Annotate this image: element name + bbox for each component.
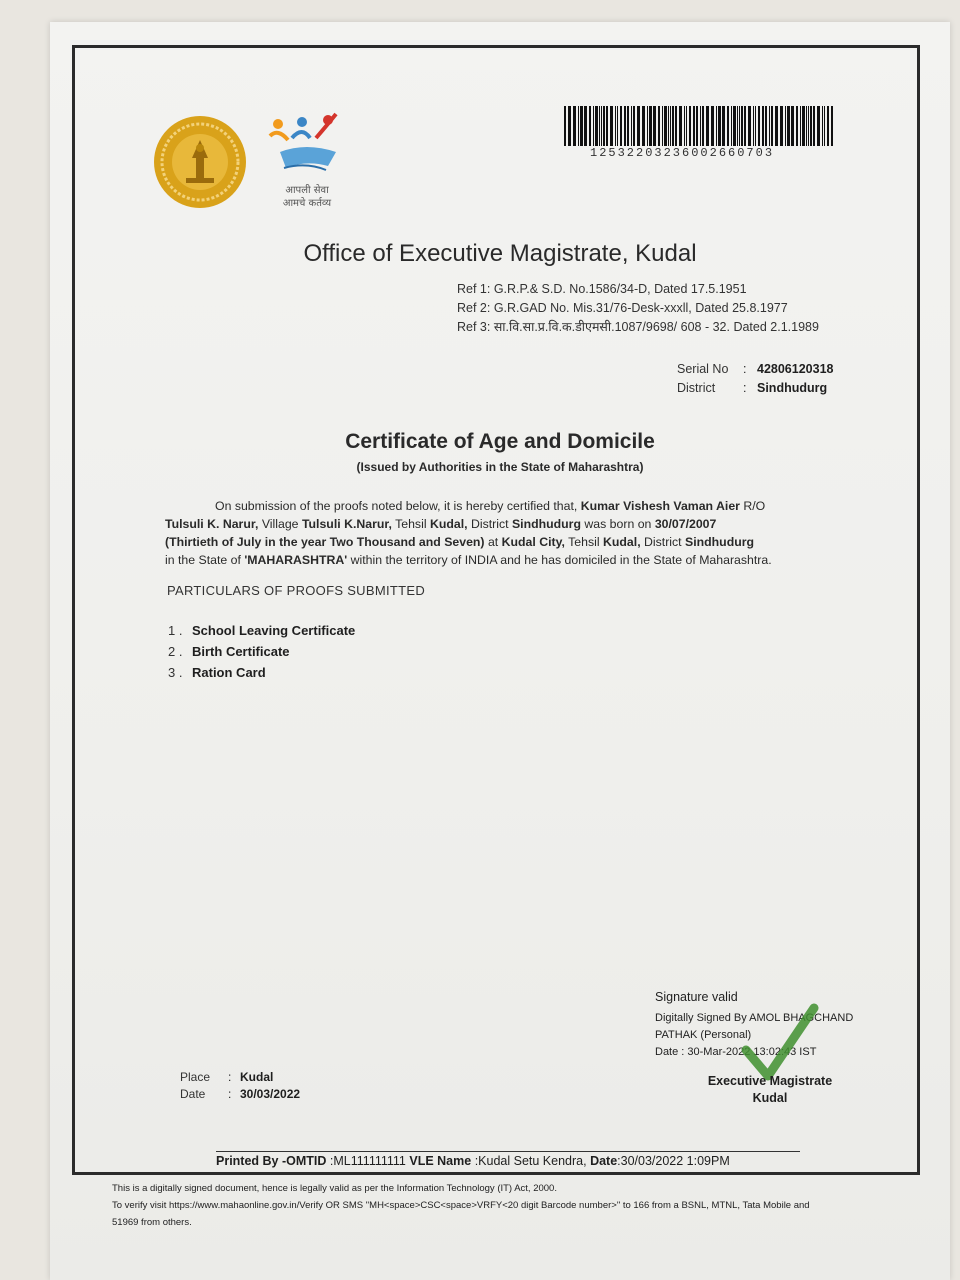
barcode-bar xyxy=(662,106,663,146)
barcode-bar xyxy=(595,106,598,146)
barcode-bar xyxy=(679,106,682,146)
barcode-bar xyxy=(758,106,760,146)
barcode-bar xyxy=(787,106,790,146)
date-of-birth: 30/07/2007 xyxy=(654,517,717,531)
barcode-bar xyxy=(580,106,583,146)
barcode-bar xyxy=(775,106,778,146)
barcode-bar xyxy=(737,106,738,146)
serial-label: Serial No xyxy=(677,362,729,376)
barcode-bar xyxy=(806,106,807,146)
place-date-block: Place : Kudal Date : 30/03/2022 xyxy=(180,1070,301,1101)
district-label-2: District xyxy=(644,535,682,549)
barcode-bar xyxy=(741,106,743,146)
serial-value: 42806120318 xyxy=(757,362,834,376)
barcode-bar xyxy=(796,106,798,146)
date-of-birth-words: (Thirtieth of July in the year Two Thousand and Seven) xyxy=(165,535,485,549)
barcode-bar xyxy=(744,106,746,146)
barcode-bar xyxy=(617,106,618,146)
barcode-bar xyxy=(668,106,669,146)
applicant-name: Kumar Vishesh Vaman Aier xyxy=(580,499,740,513)
barcode-bar xyxy=(689,106,691,146)
applicant-address: Tulsuli K. Narur, xyxy=(165,517,259,531)
village-value: Tulsuli K.Narur, xyxy=(301,517,392,531)
certificate-title: Certificate of Age and Domicile xyxy=(345,430,655,453)
date-value: 30/03/2022 xyxy=(240,1087,301,1101)
barcode-bar xyxy=(727,106,729,146)
barcode-bar xyxy=(564,106,566,146)
barcode-bar xyxy=(593,106,594,146)
list-item xyxy=(168,620,355,641)
vle-value: :Kudal Setu Kendra, xyxy=(474,1154,587,1168)
barcode-bar xyxy=(693,106,695,146)
barcode-bar xyxy=(753,106,754,146)
district-value: Sindhudurg xyxy=(757,381,828,395)
barcode-bar xyxy=(817,106,820,146)
certificate-subtitle: (Issued by Authorities in the State of Maharashtra) xyxy=(356,460,644,474)
proof-text: School Leaving Certificate xyxy=(192,623,356,638)
designation-title: Executive Magistrate xyxy=(707,1074,833,1088)
barcode-bar xyxy=(769,106,770,146)
barcode-bar xyxy=(647,106,648,146)
barcode-bar xyxy=(702,106,704,146)
barcode-number: 12532203236002660703 xyxy=(590,146,775,160)
omtid-value: :ML111111111 xyxy=(329,1154,406,1168)
barcode-bar xyxy=(827,106,829,146)
aaple-sarkar-logo xyxy=(266,112,346,182)
barcode-bar xyxy=(813,106,815,146)
barcode-bar xyxy=(822,106,823,146)
barcode-bar xyxy=(802,106,805,146)
barcode-bar xyxy=(653,106,656,146)
barcode-bar xyxy=(791,106,794,146)
district-value-body: Sindhudurg xyxy=(511,517,581,531)
born-on-text: was born on xyxy=(584,517,652,531)
barcode-bar xyxy=(748,106,751,146)
barcode-bar xyxy=(675,106,677,146)
barcode-bar xyxy=(601,106,602,146)
printed-by-line xyxy=(216,1151,800,1168)
barcode-bar xyxy=(624,106,626,146)
footer-line-2: To verify visit https://www.mahaonline.gov.in/Verify OR SMS "MH<space>CSC<space>VRFY<20 digit Barcode number>" to 166 from a BSNL, MTNL, Tata Mobile and xyxy=(112,1200,810,1211)
vle-label: VLE Name xyxy=(409,1154,472,1168)
particulars-heading: PARTICULARS OF PROOFS SUBMITTED xyxy=(167,583,426,598)
barcode-bar xyxy=(706,106,709,146)
barcode-bar xyxy=(686,106,687,146)
reference-3: Ref 3: सा.वि.सा.प्र.वि.क.डीएमसी.1087/9698/ 608 - 32. Dated 2.1.1989 xyxy=(457,320,819,334)
barcode-bar xyxy=(722,106,725,146)
designation-location: Kudal xyxy=(752,1091,788,1105)
printed-date-value: :30/03/2022 1:09PM xyxy=(617,1154,730,1168)
signatory-designation xyxy=(690,1073,850,1107)
barcode-bar xyxy=(780,106,783,146)
barcode-bar xyxy=(684,106,685,146)
proof-number: 1 . xyxy=(168,623,183,638)
reference-1: Ref 1: G.R.P.& S.D. No.1586/34-D, Dated 17.5.1951 xyxy=(457,282,747,296)
list-item xyxy=(168,662,355,683)
barcode-bar xyxy=(642,106,645,146)
barcode-bar xyxy=(627,106,629,146)
barcode-bar xyxy=(606,106,608,146)
barcode-bar xyxy=(755,106,756,146)
barcode-bar xyxy=(739,106,740,146)
state-prefix: in the State of xyxy=(165,553,241,567)
barcode-bar xyxy=(631,106,632,146)
barcode-bar xyxy=(765,106,767,146)
signature-valid-text: Signature valid xyxy=(655,990,738,1004)
barcode-bar xyxy=(762,106,764,146)
body-intro: On submission of the proofs noted below, it is hereby certified that, xyxy=(215,499,578,513)
barcode-bar xyxy=(810,106,812,146)
office-title: Office of Executive Magistrate, Kudal xyxy=(303,240,697,267)
barcode-bar xyxy=(800,106,801,146)
barcode-bar xyxy=(568,106,571,146)
barcode-bar xyxy=(731,106,732,146)
barcode-bar xyxy=(610,106,613,146)
signed-by-line: Digitally Signed By AMOL BHAGCHAND xyxy=(655,1012,854,1024)
proof-text: Ration Card xyxy=(192,665,266,680)
barcode-bar xyxy=(672,106,674,146)
reference-2: Ref 2: G.R.GAD No. Mis.31/76-Desk-xxxll, Dated 25.8.1977 xyxy=(457,301,788,315)
barcode-bar xyxy=(649,106,652,146)
printed-prefix: Printed By -OMTID xyxy=(216,1154,327,1168)
barcode-bar xyxy=(620,106,622,146)
barcode-bar xyxy=(808,106,809,146)
footer-line-3: 51969 from others. xyxy=(112,1217,192,1228)
barcode-bar xyxy=(696,106,698,146)
tehsil-label: Tehsil xyxy=(395,517,427,531)
signer-name-line: PATHAK (Personal) xyxy=(655,1029,752,1041)
proof-text: Birth Certificate xyxy=(192,644,290,659)
place-label: Place xyxy=(180,1070,211,1084)
barcode-bar xyxy=(658,106,660,146)
serial-district-block: Serial No : 42806120318 District : Sindhudurg xyxy=(677,360,833,398)
barcode xyxy=(562,106,837,146)
signature-date-line: Date : 30-Mar-2022 13:02:43 IST xyxy=(655,1046,817,1058)
logo-caption-line1: आपली सेवा xyxy=(285,185,329,196)
certification-paragraph xyxy=(165,497,845,569)
barcode-bar xyxy=(589,106,591,146)
list-item xyxy=(168,641,355,662)
proof-number: 3 . xyxy=(168,665,183,680)
barcode-bar xyxy=(615,106,616,146)
district-value-2: Sindhudurg xyxy=(685,535,755,549)
state-emblem-seal xyxy=(152,112,248,212)
proofs-list xyxy=(168,620,355,683)
barcode-bar xyxy=(599,106,600,146)
barcode-bar xyxy=(573,106,576,146)
footer-line-1: This is a digitally signed document, hence is legally valid as per the Information Technology (IT) Act, 2000. xyxy=(112,1183,557,1194)
references xyxy=(457,280,819,337)
barcode-bar xyxy=(700,106,701,146)
barcode-bar xyxy=(578,106,579,146)
tehsil-value: Kudal, xyxy=(429,517,468,531)
proof-number: 2 . xyxy=(168,644,183,659)
tehsil-label-2: Tehsil xyxy=(568,535,600,549)
at-text: at xyxy=(487,535,499,549)
tehsil-value-2: Kudal, xyxy=(603,535,641,549)
date-label: Date xyxy=(180,1087,206,1101)
barcode-bar xyxy=(831,106,833,146)
barcode-bar xyxy=(670,106,671,146)
logo-caption-line2: आमचे कर्तव्य xyxy=(282,198,332,209)
printed-date-label: Date xyxy=(590,1154,618,1168)
barcode-bar xyxy=(771,106,773,146)
barcode-bar xyxy=(664,106,667,146)
logo-caption xyxy=(272,184,342,210)
place-value: Kudal xyxy=(240,1070,274,1084)
barcode-bar xyxy=(785,106,786,146)
barcode-bar xyxy=(637,106,640,146)
state-name: 'MAHARASHTRA' xyxy=(244,553,348,567)
barcode-bar xyxy=(711,106,714,146)
body-suffix: within the territory of INDIA and he has domiciled in the State of Maharashtra. xyxy=(350,553,772,567)
village-label: Village xyxy=(261,517,299,531)
barcode-bar xyxy=(603,106,605,146)
barcode-bar xyxy=(633,106,635,146)
district-label-body: District xyxy=(470,517,509,531)
barcode-bar xyxy=(824,106,825,146)
barcode-bar xyxy=(716,106,717,146)
birth-place: Kudal City, xyxy=(501,535,565,549)
verification-footer xyxy=(112,1180,912,1231)
barcode-bar xyxy=(718,106,721,146)
district-label: District xyxy=(677,381,716,395)
barcode-bar xyxy=(733,106,736,146)
barcode-bar xyxy=(584,106,587,146)
body-ro: R/O xyxy=(743,499,766,513)
